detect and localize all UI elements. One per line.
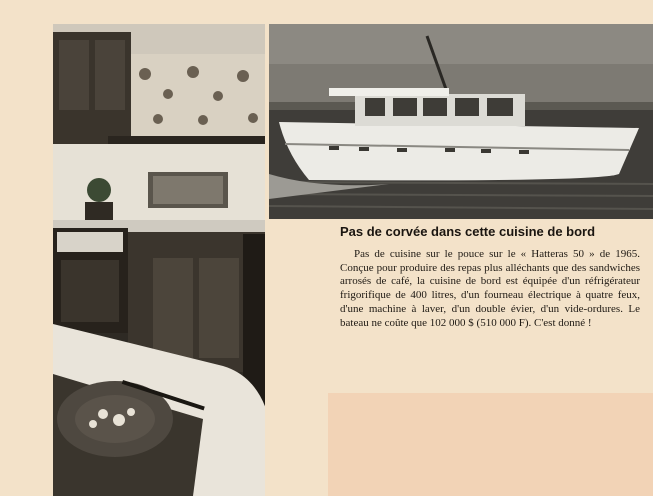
caption-body: Pas de cuisine sur le pouce sur le « Hatteras 50 » de 1965. Conçue pour produire des repas plus alléchants que des sandwiches arrosés de café, la cuisine de bord est équipée d'un réfrigérateur frigorifique de 400 litres, d'un fourneau électrique à quatre feux, d'une machine à laver, d'un double évier, d'un vide-ordures. Le bateau ne coûte que 102 000 $ (510 000 F). C'est donné ! — [340, 248, 640, 329]
caption-headline: Pas de corvée dans cette cuisine de bord — [340, 224, 596, 239]
blank-panel — [328, 393, 653, 496]
photo-caption — [340, 224, 640, 330]
yacht-photo — [269, 24, 653, 219]
kitchen-photo — [53, 24, 265, 496]
